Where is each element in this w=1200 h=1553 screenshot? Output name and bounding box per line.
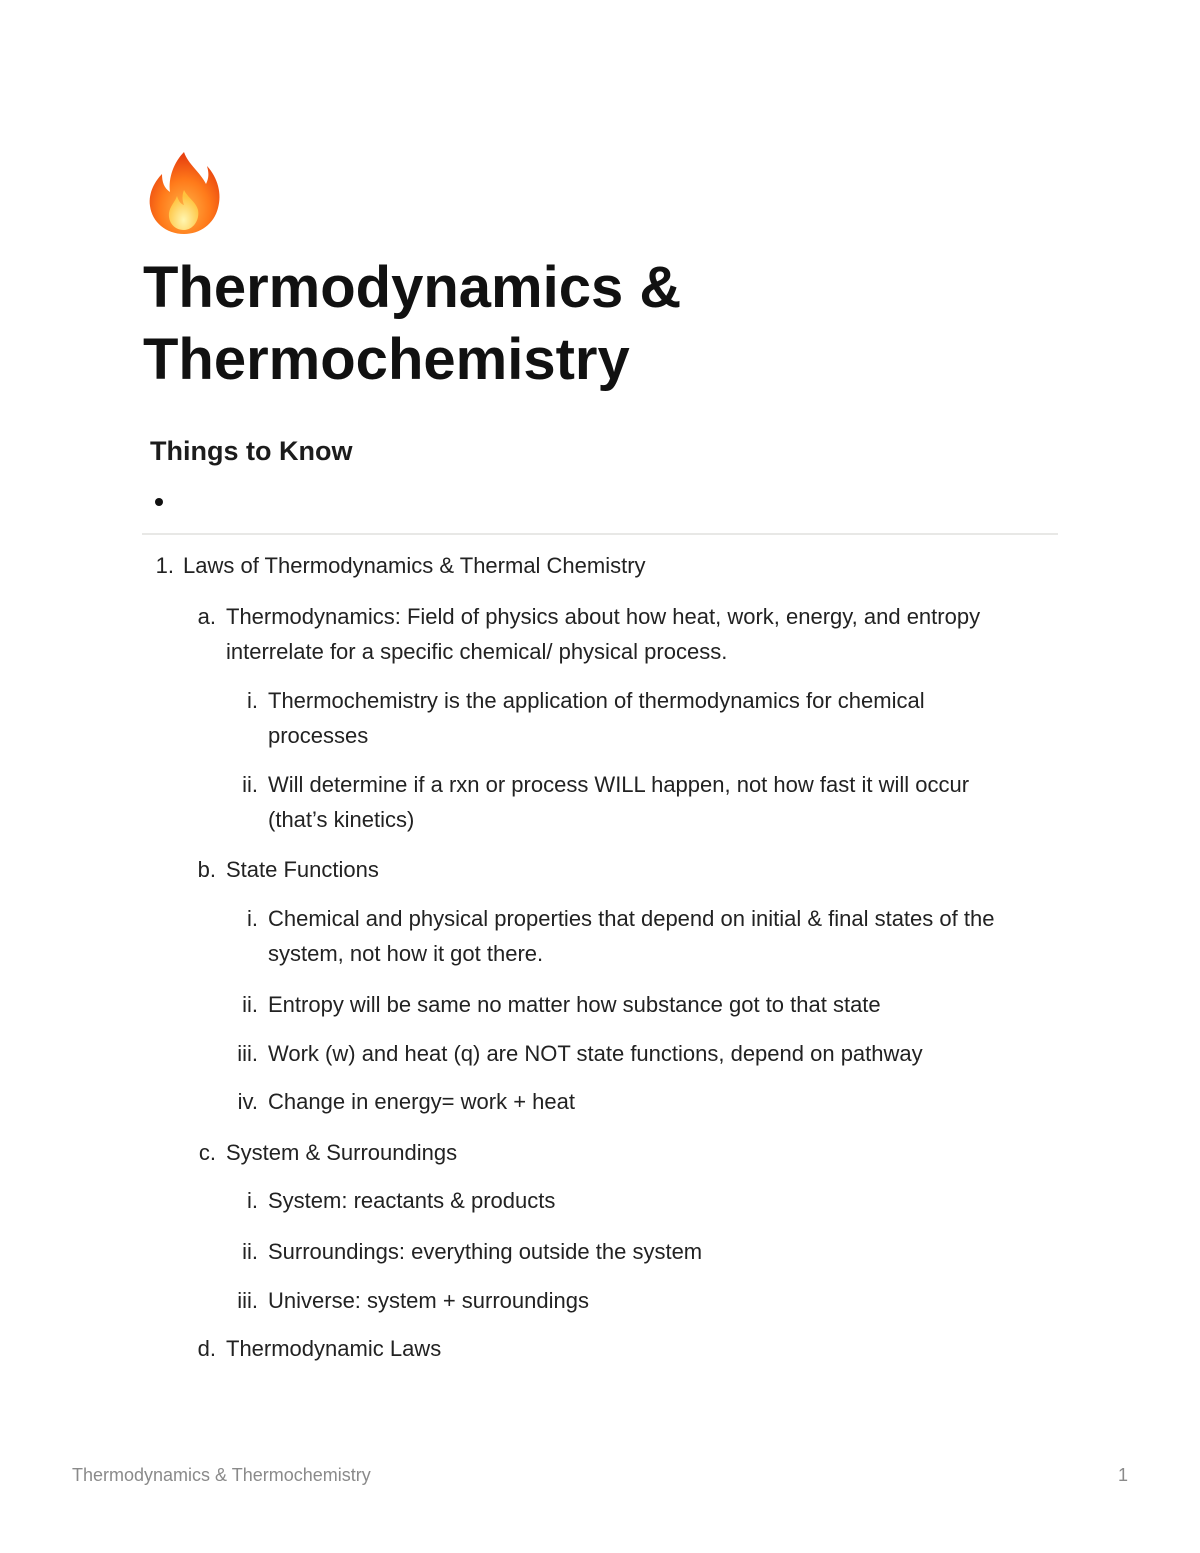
list-item-a-line-1: Thermodynamics: Field of physics about how heat, work, energy, and entropy bbox=[226, 604, 981, 629]
section-heading: Things to Know bbox=[150, 436, 353, 466]
list-item-b: State Functions bbox=[226, 857, 379, 882]
page-title-line-2: Thermochemistry bbox=[143, 327, 630, 392]
list-marker-c-ii: ii. bbox=[242, 1239, 258, 1264]
list-item-c: System & Surroundings bbox=[226, 1140, 458, 1165]
list-item-c-i: System: reactants & products bbox=[268, 1188, 556, 1213]
list-item-b-ii: Entropy will be same no matter how substance got to that state bbox=[268, 992, 881, 1017]
list-marker-c-i: i. bbox=[247, 1188, 258, 1213]
empty-bullet-item[interactable] bbox=[155, 498, 163, 506]
list-item-a-ii-line-1: Will determine if a rxn or process WILL happen, not how fast it will occur bbox=[268, 772, 970, 797]
list-item-c-ii: Surroundings: everything outside the system bbox=[268, 1239, 703, 1264]
list-item-a-ii-line-2: (that’s kinetics) bbox=[268, 807, 415, 832]
list-item-b-i-line-1: Chemical and physical properties that depend on initial & final states of the bbox=[268, 906, 995, 931]
list-marker-a-i: i. bbox=[247, 688, 258, 713]
list-marker-b-ii: ii. bbox=[242, 992, 258, 1017]
page-title bbox=[143, 252, 681, 396]
list-marker-a-ii: ii. bbox=[242, 772, 258, 797]
list-marker-b-iv: iv. bbox=[237, 1089, 258, 1114]
list-item-a-line-2: interrelate for a specific chemical/ physical process. bbox=[226, 639, 728, 664]
fire-icon bbox=[146, 150, 222, 236]
list-marker-c: c. bbox=[198, 1140, 216, 1165]
divider bbox=[142, 533, 1058, 535]
list-marker-a: a. bbox=[197, 604, 216, 629]
list-item-a-i-line-2: processes bbox=[268, 723, 369, 748]
list-marker-b: b. bbox=[197, 857, 216, 882]
footer-page-number: 1 bbox=[1117, 1465, 1128, 1485]
list-item-b-i-line-2: system, not how it got there. bbox=[268, 941, 544, 966]
list-marker-1: 1. bbox=[155, 553, 174, 578]
list-item-c-iii: Universe: system + surroundings bbox=[268, 1288, 589, 1313]
list-item-1: Laws of Thermodynamics & Thermal Chemistry bbox=[183, 553, 646, 578]
list-item-b-iv: Change in energy= work + heat bbox=[268, 1089, 575, 1114]
list-marker-b-iii: iii. bbox=[237, 1041, 258, 1066]
footer-title: Thermodynamics & Thermochemistry bbox=[72, 1465, 371, 1485]
list-marker-b-i: i. bbox=[247, 906, 258, 931]
list-item-b-iii: Work (w) and heat (q) are NOT state functions, depend on pathway bbox=[268, 1041, 923, 1066]
list-item-d: Thermodynamic Laws bbox=[226, 1336, 442, 1361]
page-title-line-1: Thermodynamics & bbox=[143, 255, 682, 320]
list-marker-c-iii: iii. bbox=[237, 1288, 258, 1313]
list-marker-d: d. bbox=[197, 1336, 216, 1361]
list-item-a-i-line-1: Thermochemistry is the application of thermodynamics for chemical bbox=[268, 688, 925, 713]
